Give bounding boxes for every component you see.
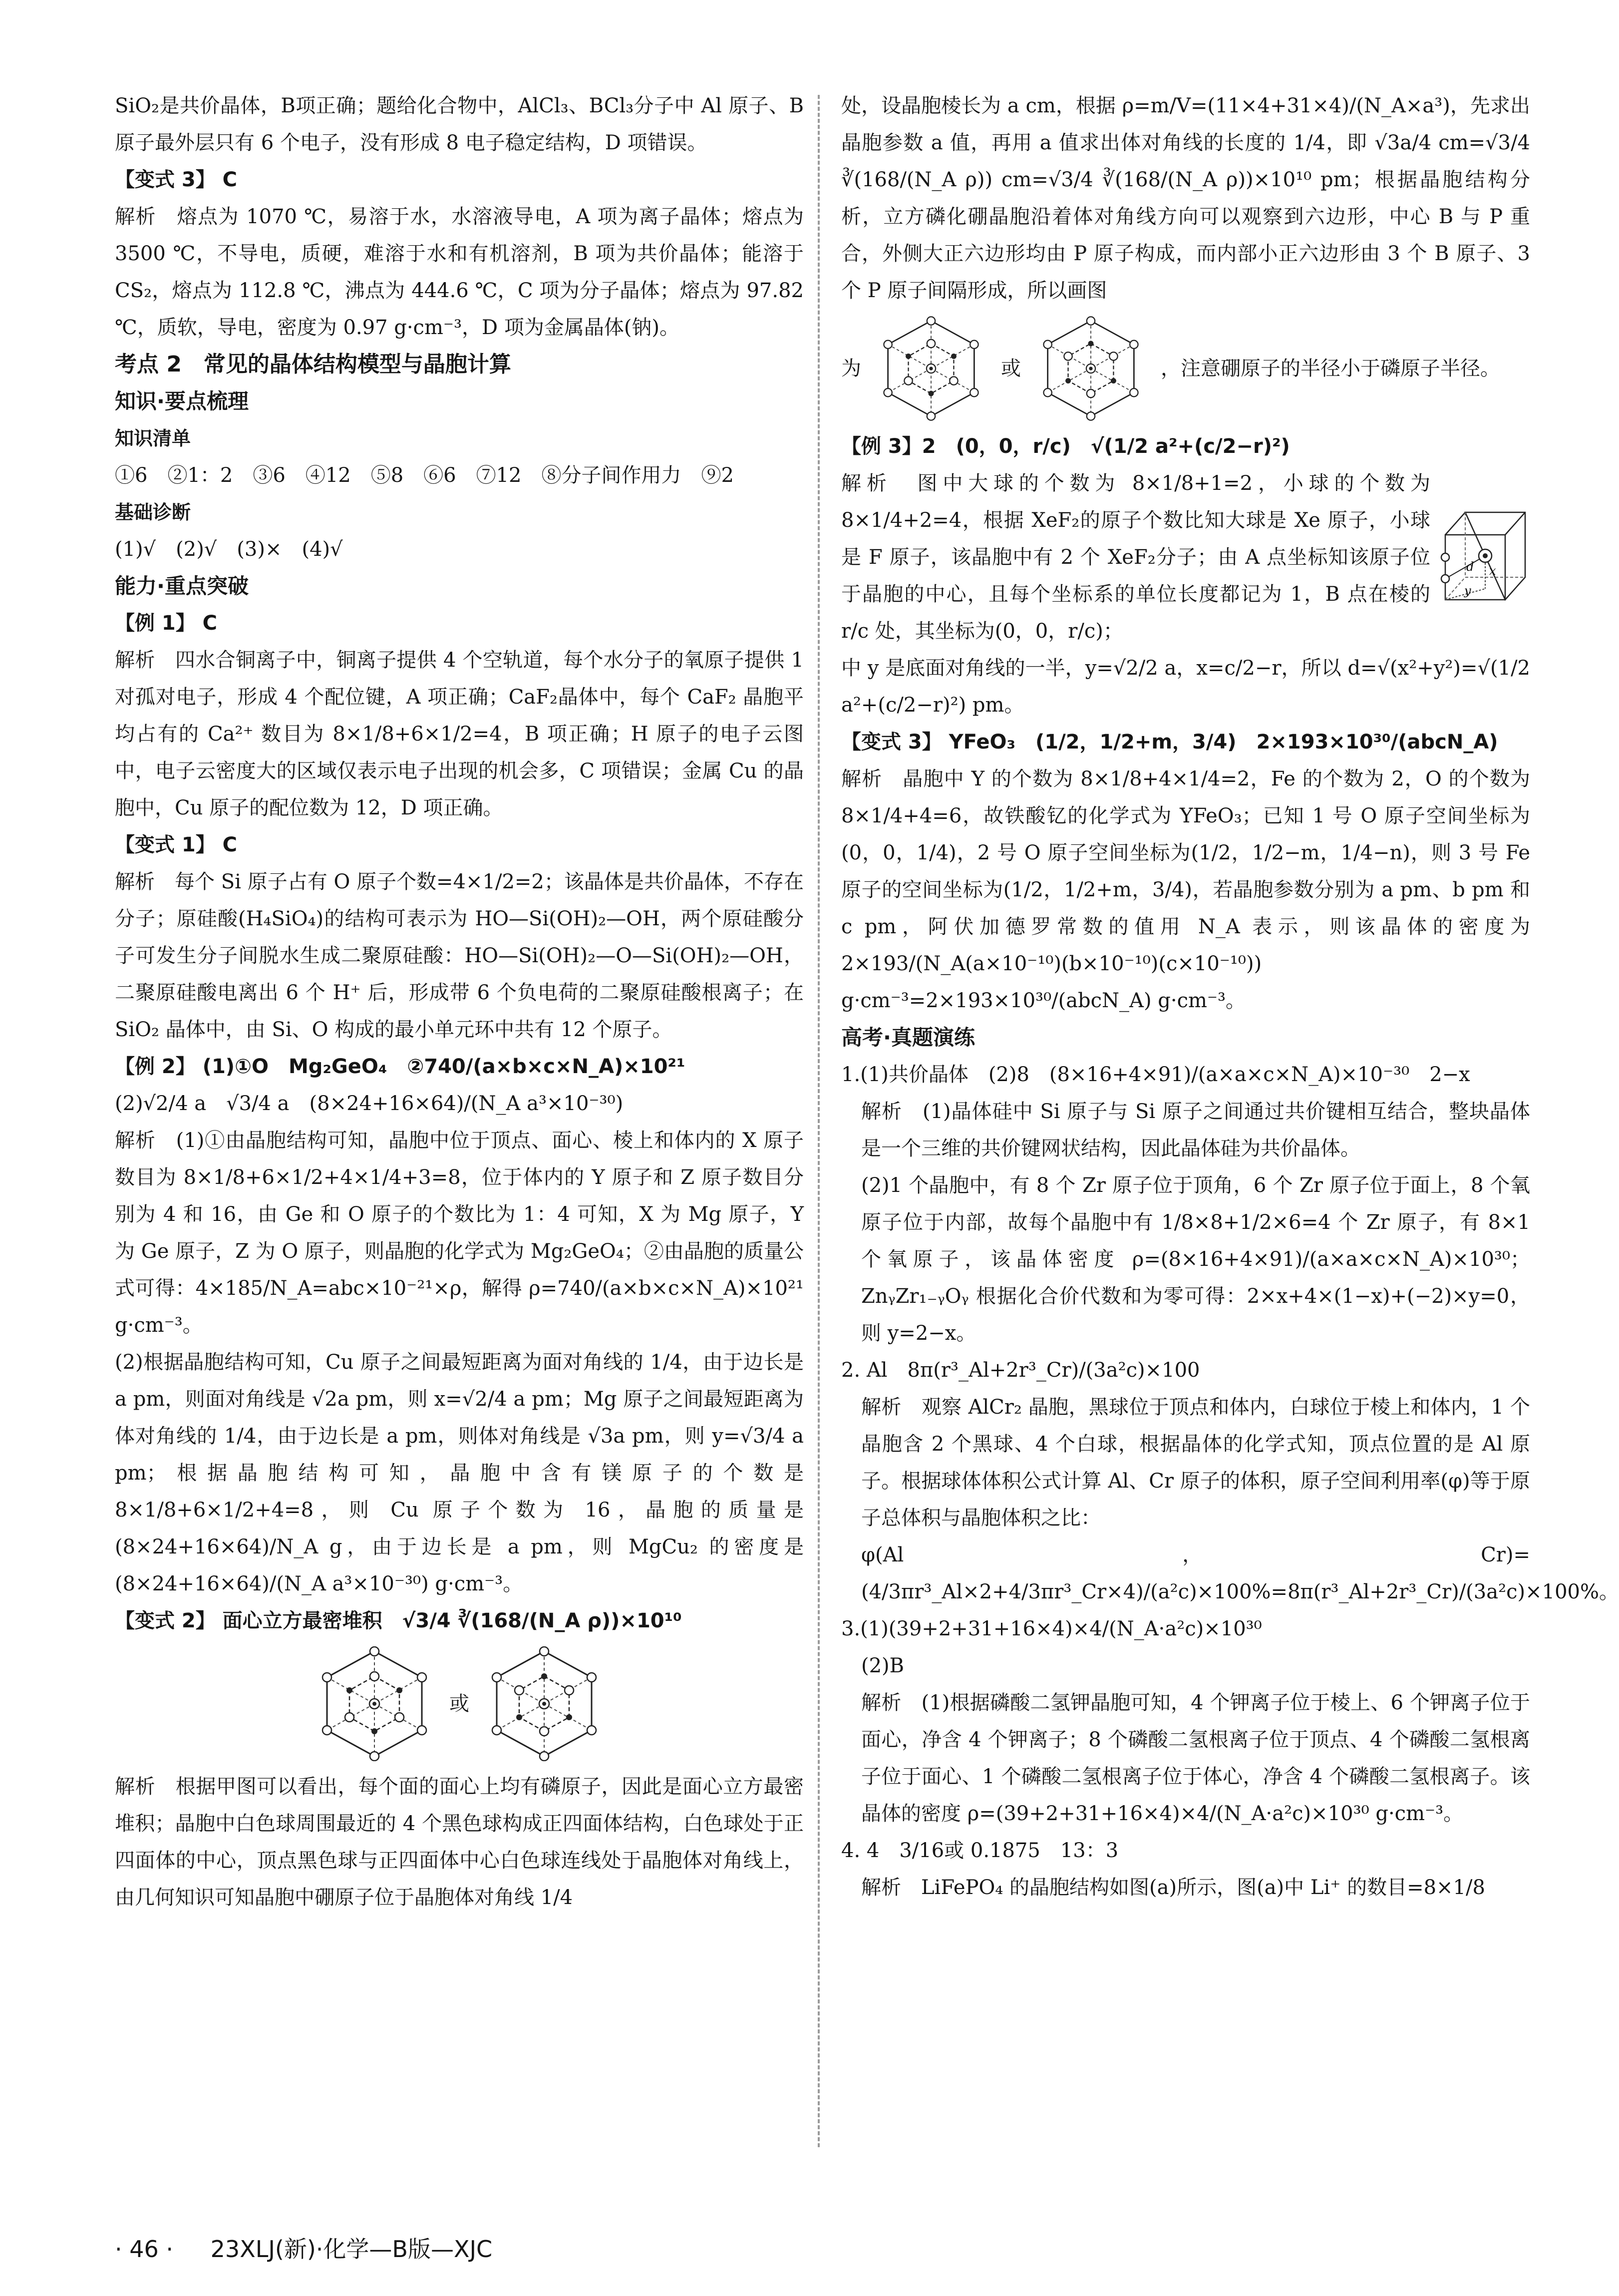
analysis: 解析 熔点为 1070 ℃，易溶于水，水溶液导电，A 项为离子晶体；熔点为 3500 ℃，不导电，质硬，难溶于水和有机溶剂，B 项为共价晶体；能溶于 CS₂，熔点为 112.8 ℃，沸点为 444.6 ℃，C 项为分子晶体；熔点为 97.82 ℃，质软，导电，密度为 0.97 g·cm⁻³，D 项为金属晶体(钠)。 xyxy=(115,205,804,339)
label-knowledge-list: 知识清单 xyxy=(115,427,191,449)
hexagon-figures xyxy=(115,1646,804,1761)
answer-q3: 3.(1)(39+2+31+16×4)×4/(N_A·a²c)×10³⁰ xyxy=(841,1617,1262,1640)
analysis: 解析 每个 Si 原子占有 O 原子个数=4×1/2=2；该晶体是共价晶体，不存在分子；原硅酸(H₄SiO₄)的结构可表示为 HO—Si(OH)₂—OH，两个原硅酸分子可发生分子间脱水生成二聚原硅酸：HO—Si(OH)₂—O—Si(OH)₂—OH，二聚原硅酸电离出 6 个 H⁺ 后，形成带 6 个负电荷的二聚原硅酸根离子；在 SiO₂ 晶体中，由 Si、O 构成的最小单元环中共有 12 个原子。 xyxy=(115,870,804,1041)
answer-example-3: 【例 3】2 (0，0，r/c) √(1/2 a²+(c/2−r)²) xyxy=(841,435,1290,458)
hexagon-figure-2 xyxy=(489,1646,599,1761)
column-divider xyxy=(818,95,820,2147)
book-code: 23XLJ(新)·化学—B版—XJC xyxy=(210,2236,493,2263)
answer-variant-3: 【变式 3】 C xyxy=(115,168,238,191)
label-x: x xyxy=(1489,564,1496,578)
section-title: 考点 2 常见的晶体结构模型与晶胞计算 xyxy=(115,352,511,377)
analysis: 解析 (1)根据磷酸二氢钾晶胞可知，4 个钾离子位于棱上、6 个钾离子位于面心，净含 4 个钾离子；8 个磷酸二氢根离子位于顶点、4 个磷酸二氢根离子位于面心、1 个磷酸二氢根离子位于体心，净含 4 个磷酸二氢根离子。该晶体的密度 ρ=(39+2+31+16×4)×4/(N_A·a²c)×10³⁰ g·cm⁻³。 xyxy=(861,1691,1530,1825)
analysis: 解析 (1)①由晶胞结构可知，晶胞中位于顶点、面心、棱上和体内的 X 原子数目为 8×1/8+6×1/2+4×1/4+3=8，位于体内的 Y 原子和 Z 原子数目分别为 4 和 16，由 Ge 和 O 原子的个数比为 1：4 可知，X 为 Mg 原子，Y 为 Ge 原子，Z 为 O 原子，则晶胞的化学式为 Mg₂GeO₄；②由晶胞的质量公式可得：4×185/N_A=abc×10⁻²¹×ρ，解得 ρ=740/(a×b×c×N_A)×10²¹ g·cm⁻³。 xyxy=(115,1129,804,1337)
answer-example-2-part2: (2)√2/4 a √3/4 a (8×24+16×64)/(N_A a³×10⁻³⁰) xyxy=(115,1092,624,1115)
analysis-cont: 处，设晶胞棱长为 a cm，根据 ρ=m/V=(11×4+31×4)/(N_A×a³)，先求出晶胞参数 a 值，再用 a 值求出体对角线的长度的 1/4，即 √3a/4 cm=√3/4 ∛(168/(N_A ρ)) cm=√3/4 ∛(168/(N_A ρ))×10¹⁰ pm；根据晶胞结构分析，立方磷化硼晶胞沿着体对角线方向可以观察到六边形，中心 B 与 P 重合，外侧大正六边形均由 P 原子构成，而内部小正六边形由 3 个 B 原子、3 个 P 原子间隔形成，所以画图 xyxy=(841,94,1530,302)
hexagon-figures-right xyxy=(841,316,1530,421)
analysis: 解析 晶胞中 Y 的个数为 8×1/8+4×1/4=2，Fe 的个数为 2，O 的个数为 8×1/4+4=6，故铁酸钇的化学式为 YFeO₃；已知 1 号 O 原子空间坐标为(0，0，1/4)，2 号 O 原子空间坐标为(1/2，1/2−m，1/4−n)，则 3 号 Fe 原子的空间坐标为(1/2，1/2+m，3/4)，若晶胞参数分别为 a pm、b pm 和 c pm，阿伏加德罗常数的值用 N_A 表示，则该晶体的密度为 2×193/(N_A(a×10⁻¹⁰)(b×10⁻¹⁰)(c×10⁻¹⁰)) g·cm⁻³=2×193×10³⁰/(abcN_A) g·cm⁻³。 xyxy=(841,767,1530,1012)
answer-q3-part2: (2)B xyxy=(861,1654,905,1677)
analysis-cont: (2)1 个晶胞中，有 8 个 Zr 原子位于顶角，6 个 Zr 原子位于面上，8 个氧原子位于内部，故每个晶胞中有 1/8×8+1/2×6=4 个 Zr 原子，有 8×1 个氧原子，该晶体密度 ρ=(8×16+4×91)/(a×a×c×N_A)×10³⁰；ZnᵧZr₁₋ᵧOᵧ 根据化合价代数和为零可得：2×x+4×(1−x)+(−2)×y=0，则 y=2−x。 xyxy=(861,1174,1530,1345)
analysis-cont: 中 y 是底面对角线的一半，y=√2/2 a，x=c/2−r，所以 d=√(x²+y²)=√(1/2 a²+(c/2−r)²) pm。 xyxy=(841,657,1530,717)
answer-q2: 2. Al 8π(r³_Al+2r³_Cr)/(3a²c)×100 xyxy=(841,1359,1200,1382)
analysis: 解析 图中大球的个数为 8×1/8+1=2，小球的个数为 8×1/4+2=4，根据 XeF₂的原子个数比知大球是 Xe 原子，小球是 F 原子，该晶胞中有 2 个 XeF₂分子；由 A 点坐标知该原子位于晶胞的中心，且每个坐标系的单位长度都记为 1，B 点在棱的 r/c 处，其坐标为(0，0，r/c)； xyxy=(841,472,1430,643)
answer-example-2: 【例 2】 (1)①O Mg₂GeO₄ ②740/(a×b×c×N_A)×10²¹ xyxy=(115,1055,685,1078)
formula: φ(Al，Cr)=(4/3πr³_Al×2+4/3πr³_Cr×4)/(a²c)×100%=8π(r³_Al+2r³_Cr)/(3a²c)×100%。 xyxy=(861,1543,1619,1603)
or-label: 或 xyxy=(449,1692,469,1715)
answer-example-1: 【例 1】 C xyxy=(115,612,218,635)
answer-q4: 4. 4 3/16或 0.1875 13：3 xyxy=(841,1839,1119,1862)
label-y: y xyxy=(1464,584,1471,598)
knowledge-answers: ①6 ②1：2 ③6 ④12 ⑤8 ⑥6 ⑦12 ⑧分子间作用力 ⑨2 xyxy=(115,464,734,487)
or-label: 或 xyxy=(1001,357,1021,380)
hexagon-figure-3 xyxy=(881,316,981,421)
right-column xyxy=(841,87,1619,1906)
wei-label: 为 xyxy=(841,357,861,380)
hexagon-figure-4 xyxy=(1041,316,1141,421)
answer-variant-1: 【变式 1】 C xyxy=(115,833,238,856)
note-text: ，注意硼原子的半径小于磷原子半径。 xyxy=(1161,357,1500,380)
analysis: 解析 四水合铜离子中，铜离子提供 4 个空轨道，每个水分子的氧原子提供 1 对孤对电子，形成 4 个配位键，A 项正确；CaF₂晶体中，每个 CaF₂ 晶胞平均占有的 Ca²⁺ 数目为 8×1/8+6×1/2=4，B 项正确；H 原子的电子云图中，电子云密度大的区域仅表示电子出现的机会多，C 项错误；金属 Cu 的晶胞中，Cu 原子的配位数为 12，D 项正确。 xyxy=(115,649,804,819)
example-3-analysis-row xyxy=(841,465,1530,650)
page-footer xyxy=(115,2231,522,2264)
analysis-cont: (2)根据晶胞结构可知，Cu 原子之间最短距离为面对角线的 1/4，由于边长是 a pm，则面对角线是 √2a pm，则 x=√2/4 a pm；Mg 原子之间最短距离为体对角线的 1/4，由于边长是 a pm，则体对角线是 √3a pm，则 y=√3/4 a pm；根据晶胞结构可知，晶胞中含有镁原子的个数是 8×1/8+6×1/2+4=8，则 Cu 原子个数为 16，晶胞的质量是 (8×24+16×64)/N_A g，由于边长是 a pm，则 MgCu₂ 的密度是 (8×24+16×64)/(N_A a³×10⁻³⁰) g·cm⁻³。 xyxy=(115,1351,804,1595)
hexagon-figure-1 xyxy=(320,1646,429,1761)
analysis: 解析 LiFePO₄ 的晶胞结构如图(a)所示，图(a)中 Li⁺ 的数目=8×1/8 xyxy=(861,1876,1485,1899)
answer-variant-3b: 【变式 3】 YFeO₃ (1/2，1/2+m，3/4) 2×193×10³⁰/(abcN_A) xyxy=(841,731,1498,754)
analysis: 解析 (1)晶体硅中 Si 原子与 Si 原子之间通过共价键相互结合，整块晶体是一个三维的共价键网状结构，因此晶体硅为共价晶体。 xyxy=(861,1100,1530,1160)
answer-variant-2: 【变式 2】 面心立方最密堆积 √3/4 ∛(168/(N_A ρ))×10¹⁰ xyxy=(115,1609,682,1632)
subsection-title: 知识·要点梳理 xyxy=(115,389,249,413)
page-number: · 46 · xyxy=(115,2236,174,2263)
analysis: 解析 观察 AlCr₂ 晶胞，黑球位于顶点和体内，白球位于棱上和体内，1 个晶胞含 2 个黑球、4 个白球，根据晶体的化学式知，顶点位置的是 Al 原子。根据球体体积公式计算 Al、Cr 原子的体积，原子空间利用率(φ)等于原子总体积与晶胞体积之比： xyxy=(861,1396,1530,1530)
label-d: d xyxy=(1466,560,1474,574)
para: SiO₂是共价晶体，B项正确；题给化合物中，AlCl₃、BCl₃分子中 Al 原子、B 原子最外层只有 6 个电子，没有形成 8 电子稳定结构，D 项错误。 xyxy=(115,94,804,154)
subsection-title: 高考·真题演练 xyxy=(841,1025,975,1050)
subsection-title: 能力·重点突破 xyxy=(115,574,249,598)
analysis: 解析 根据甲图可以看出，每个面的面心上均有磷原子，因此是面心立方最密堆积；晶胞中白色球周围最近的 4 个黑色球构成正四面体结构，白色球处于正四面体的中心，顶点黑色球与正四面体中心白色球连线处于晶胞体对角线上，由几何知识可知晶胞中硼原子位于晶胞体对角线 1/4 xyxy=(115,1775,804,1909)
diagnosis-answers: (1)√ (2)√ (3)× (4)√ xyxy=(115,538,343,561)
left-column xyxy=(115,87,804,1916)
label-basic-diagnosis: 基础诊断 xyxy=(115,501,191,523)
cell-cube-figure xyxy=(1430,505,1530,610)
answer-q1: 1.(1)共价晶体 (2)8 (8×16+4×91)/(a×a×c×N_A)×10⁻³⁰ 2−x xyxy=(841,1063,1470,1086)
